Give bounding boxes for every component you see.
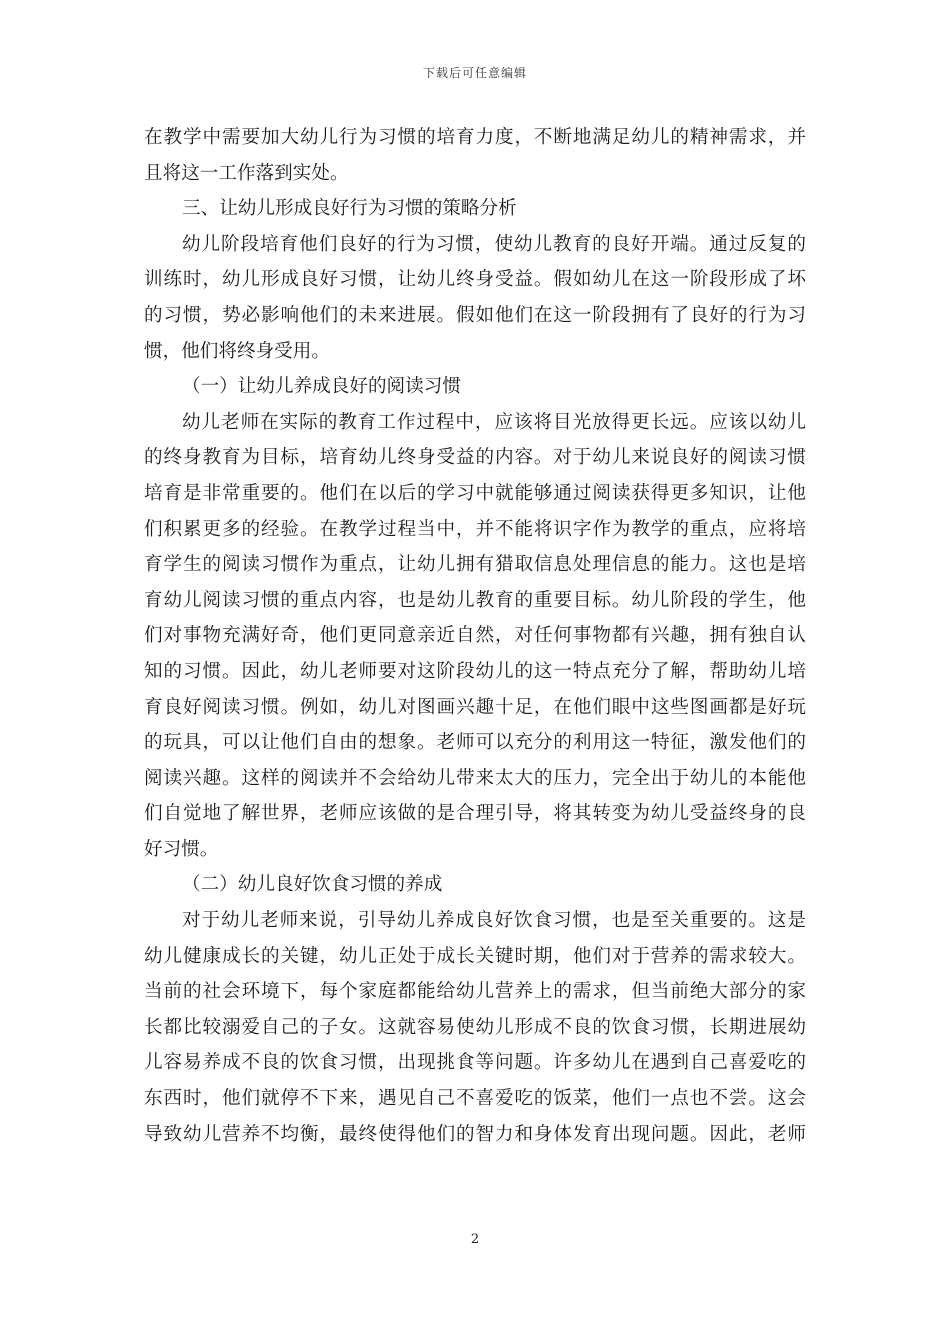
text-line: 惯，他们将终身受用。	[144, 340, 330, 362]
page-number: 2	[470, 1232, 480, 1247]
document-body	[144, 120, 806, 1152]
text-line: 们积累更多的经验。在教学过程当中，并不能将识字作为教学的重点，应将培	[144, 518, 806, 540]
text-line: 长都比较溺爱自己的子女。这就容易使幼儿形成不良的饮食习惯，长期进展幼	[144, 1016, 806, 1038]
text-line: 育学生的阅读习惯作为重点，让幼儿拥有猎取信息处理信息的能力。这也是培	[144, 554, 806, 576]
paragraph-first-line: 幼儿老师在实际的教育工作过程中，应该将目光放得更长远。应该以幼儿	[182, 411, 806, 433]
text-line: 培育是非常重要的。他们在以后的学习中就能够通过阅读获得更多知识，让他	[144, 482, 806, 504]
text-line: 东西时，他们就停不下来，遇见自己不喜爱吃的饭菜，他们一点也不尝。这会	[144, 1088, 806, 1110]
text-line: 导致幼儿营养不均衡，最终使得他们的智力和身体发育出现问题。因此，老师	[144, 1123, 806, 1145]
text-line: 在教学中需要加大幼儿行为习惯的培育力度，不断地满足幼儿的精神需求，并	[144, 127, 806, 148]
text-line: 儿容易养成不良的饮食习惯，出现挑食等问题。许多幼儿在遇到自己喜爱吃的	[144, 1052, 806, 1074]
text-line: 阅读兴趣。这样的阅读并不会给幼儿带来太大的压力，完全出于幼儿的本能他	[144, 767, 806, 789]
paragraph-first-line: 对于幼儿老师来说，引导幼儿养成良好饮食习惯，也是至关重要的。这是	[182, 910, 806, 932]
text-line: 们对事物充满好奇，他们更同意亲近自然，对任何事物都有兴趣，拥有独自认	[144, 625, 806, 647]
paragraph-first-line: 幼儿阶段培育他们良好的行为习惯，使幼儿教育的良好开端。通过反复的	[182, 233, 806, 255]
subsection-heading: （一）让幼儿养成良好的阅读习惯	[182, 376, 461, 398]
text-line: 知的习惯。因此，幼儿老师要对这阶段幼儿的这一特点充分了解，帮助幼儿培	[144, 660, 806, 682]
text-line: 且将这一工作落到实处。	[144, 162, 349, 184]
section-heading: 三、让幼儿形成良好行为习惯的策略分析	[182, 198, 517, 220]
text-line: 的玩具，可以让他们自由的想象。老师可以充分的利用这一特征，激发他们的	[144, 732, 806, 754]
text-line: 好习惯。	[144, 838, 219, 860]
text-line: 育幼儿阅读习惯的重点内容，也是幼儿教育的重要目标。幼儿阶段的学生，他	[144, 589, 806, 611]
text-line: 幼儿健康成长的关键，幼儿正处于成长关键时期，他们对于营养的需求较大。	[144, 945, 806, 967]
text-line: 的习惯，势必影响他们的未来进展。假如他们在这一阶段拥有了良好的行为习	[144, 304, 806, 326]
subsection-heading: （二）幼儿良好饮食习惯的养成	[182, 874, 443, 896]
text-line: 育良好阅读习惯。例如，幼儿对图画兴趣十足，在他们眼中这些图画都是好玩	[144, 696, 806, 718]
text-line: 训练时，幼儿形成良好习惯，让幼儿终身受益。假如幼儿在这一阶段形成了坏	[144, 269, 806, 291]
page-header: 下载后可任意编辑	[422, 66, 527, 80]
text-line: 当前的社会环境下，每个家庭都能给幼儿营养上的需求，但当前绝大部分的家	[144, 981, 806, 1003]
text-line: 们自觉地了解世界，老师应该做的是合理引导，将其转变为幼儿受益终身的良	[144, 803, 806, 825]
text-line: 的终身教育为目标，培育幼儿终身受益的内容。对于幼儿来说良好的阅读习惯	[144, 447, 806, 469]
